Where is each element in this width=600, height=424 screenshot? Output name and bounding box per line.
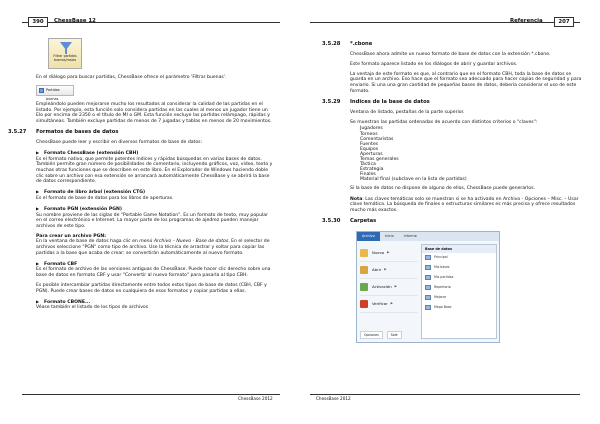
ribbon-figure bbox=[350, 229, 582, 359]
database-icon bbox=[425, 275, 431, 280]
check-icon bbox=[360, 300, 368, 308]
list-item: Aperturas bbox=[360, 151, 383, 157]
database-panel bbox=[421, 244, 497, 339]
subheading: ▶ Formato CBF bbox=[36, 260, 78, 267]
list-item: Jugadores bbox=[360, 126, 383, 132]
ribbon-footer bbox=[360, 331, 498, 340]
section-number: 3.5.30 bbox=[322, 218, 341, 225]
subheading: ▶ Formato PGN (extensión PGN) bbox=[36, 205, 122, 212]
index-keys-list bbox=[350, 126, 582, 182]
paragraph: Este formato aparece listado en los diálogos de abrir y guardar archivos. bbox=[350, 61, 518, 67]
database-icon bbox=[425, 265, 431, 270]
section-title: Indices de la base de datos bbox=[350, 99, 430, 106]
page-number: 207 bbox=[554, 17, 574, 27]
section-title: Carpetas bbox=[350, 218, 377, 225]
subheading: ▶ Formato ChessBase (extensión CBH) bbox=[36, 150, 139, 157]
key-icon bbox=[360, 283, 368, 291]
footer-text: ChessBase 2012 bbox=[316, 396, 351, 401]
database-icon bbox=[425, 305, 431, 310]
database-icon bbox=[425, 285, 431, 290]
section-heading bbox=[8, 130, 274, 136]
ribbon-tabs bbox=[357, 232, 499, 241]
section-number: 3.5.27 bbox=[8, 129, 27, 136]
right-page-body bbox=[322, 41, 582, 359]
left-page-body bbox=[8, 38, 274, 315]
footer-rule bbox=[310, 394, 580, 395]
triangle-bullet-icon: ▶ bbox=[36, 150, 40, 156]
paragraph: Ventana de listado, pestañas de la parte superior. bbox=[350, 109, 465, 115]
good-games-button-image bbox=[36, 85, 74, 102]
list-item: Equipos bbox=[360, 146, 379, 152]
section-number: 3.5.29 bbox=[322, 99, 341, 106]
panel-title: Base de datos bbox=[422, 245, 496, 253]
filter-button-image bbox=[48, 38, 82, 69]
subheading: ▶ Formato CBONE... bbox=[36, 298, 91, 305]
panel-row[interactable]: Repertorio bbox=[422, 283, 496, 293]
list-item: Finales bbox=[360, 172, 376, 178]
chevron-right-icon: ▶ bbox=[390, 301, 393, 306]
options-button[interactable]: Opciones bbox=[360, 331, 383, 339]
filter-image-caption: Filtrar partidas buenas/malas bbox=[53, 54, 77, 62]
menu-path: menú Archivo – Nuevo - Base de datos bbox=[139, 239, 229, 245]
paragraph: Es el formato de base de datos para los libros de aperturas. bbox=[36, 195, 174, 201]
paragraph: Se muestran las partidas ordenadas de acuerdo con distintos criterios o "claves": bbox=[350, 119, 538, 125]
paragraph: En el diálogo para buscar partidas, ChessBase ofrece el parámetro 'Filtrar buenas'. bbox=[36, 75, 227, 80]
running-title: Referencia bbox=[510, 18, 543, 24]
list-item: Material final (subclave en la lista de partidas) bbox=[360, 177, 467, 183]
menu-item-abrir[interactable]: Abrir ▶ bbox=[360, 262, 418, 279]
panel-row[interactable]: Mejorar bbox=[422, 293, 496, 303]
list-item: Torneos bbox=[360, 131, 378, 137]
paragraph: Es el formato nativo, que permite potentes índices y rápidas búsquedas en varias bases de datos. También permite gran número de posibilidades de comentario, incluyendo gráficos, voz, vídeo, texto y muchas otras funciones que se describen en este libro. En el Explorador de Windows haciendo doble clic sobre un archivo con esa extensión se arrancará automáticamente ChessBase y se abrirá la base de datos correspondiente. bbox=[36, 156, 273, 185]
paragraph: ChessBase puede leer y escribir en diversos formatos de base de datos: bbox=[36, 140, 203, 146]
paragraph: ChessBase ahora admite un nuevo formato de base de datos con la extensión *.cbone. bbox=[350, 51, 551, 57]
paragraph: Empleándolo pueden mejorarse mucho los resultados al considerar la calidad de las partidas en el listado. Por ejemplo, esta función solo considera partidas en las cuales al menos un jugador tiene un Elo por encima de 2350 o el título de MI o GM. Esta función excluye las partidas relámpago, rápidas y simultáneas. También excluye partidas de menos de 7 jugadas y tablas en menos de 20 movimientos. bbox=[36, 102, 272, 124]
menu-item-nuevo[interactable]: Nuevo ▶ bbox=[360, 245, 418, 262]
section-heading bbox=[322, 100, 582, 106]
footer-rule bbox=[22, 394, 280, 395]
new-icon bbox=[360, 249, 368, 257]
paragraph: Si la base de datos no dispone de alguno de ellos, ChessBase puede generarlos. bbox=[350, 186, 535, 192]
folder-icon bbox=[360, 266, 368, 274]
list-item: Fuentes bbox=[360, 141, 379, 147]
menu-item-verificar[interactable]: Verificar ▶ bbox=[360, 296, 418, 313]
panel-row[interactable]: Mega Base bbox=[422, 303, 496, 313]
running-title: ChessBase 12 bbox=[54, 18, 96, 24]
triangle-bullet-icon: ▶ bbox=[36, 205, 40, 211]
note-paragraph: Nota: Las claves temáticas solo se muestran si se ha activado en Archivo - Opciones – Misc. – Usar clave temática. La búsqueda de finales o estructuras similares es más precisa y ofrece resultados mucho más exactos. bbox=[350, 196, 579, 213]
pgn-create-label: Para crear un archivo PGN: bbox=[36, 233, 107, 239]
paragraph: En la ventana de base de datos haga clic en menú Archivo – Nuevo - Base de datos. En el selector de archivos seleccione "PGN" como tipo de archivo. Use la técnica de arrastrar y soltar para copiar las partidas a la base que acaba de crear: se convertirán automáticamente al nuevo formato. bbox=[36, 239, 270, 256]
tab-informe[interactable]: Informe bbox=[403, 233, 417, 238]
list-item: Táctica bbox=[360, 162, 376, 168]
chevron-right-icon: ▶ bbox=[387, 250, 390, 255]
section-title: *.cbone bbox=[350, 41, 373, 47]
button-image-label: Partidas buenas bbox=[46, 88, 60, 102]
exit-button[interactable]: Salir bbox=[387, 331, 402, 339]
chevron-right-icon: ▶ bbox=[394, 284, 397, 289]
footer-text: ChessBase 2012 bbox=[238, 396, 273, 401]
section-heading bbox=[322, 42, 582, 48]
tab-inicio[interactable]: Inicio bbox=[384, 233, 394, 238]
list-item: Temas generales bbox=[360, 157, 399, 162]
paragraph: Es el formato de archivo de las versiones antiguas de ChessBase. Puede hacer clic derecho sobre una base de datos en formato CBF y usar "Convertir al nuevo formato" para pasarla al tipo CBH. bbox=[36, 267, 271, 278]
triangle-bullet-icon: ▶ bbox=[36, 189, 40, 195]
page-number: 390 bbox=[28, 17, 48, 27]
paragraph: Su nombre proviene de las siglas de "Portable Game Notation". Es un formato de texto, muy popular en el correo electrónico e Internet. La mayor parte de los programas de ajedrez pueden manejar archivos de este tipo. bbox=[36, 212, 268, 229]
paragraph: Véase también el listado de los tipos de archivos bbox=[36, 305, 149, 311]
panel-row[interactable]: Principal bbox=[422, 253, 496, 263]
chevron-right-icon: ▶ bbox=[384, 267, 387, 272]
paragraph: La ventaja de este formato es que, al contrario que en el formato CBH, toda la base de datos se guarda en un archivo. Eso hace que el formato sea adecuado para hacer copias de seguridad y para enviarlo. Si una una gran cantidad de pequeñas bases de datos, debería considerar el uso de este formato. bbox=[350, 71, 582, 94]
list-item: Comentaristas bbox=[360, 136, 394, 142]
games-icon bbox=[39, 88, 44, 93]
triangle-bullet-icon: ▶ bbox=[36, 260, 40, 266]
tab-archivo[interactable]: Archivo bbox=[357, 232, 380, 241]
list-item: Estrategia bbox=[360, 167, 384, 173]
note-label: Nota bbox=[350, 196, 363, 202]
file-menu-screenshot bbox=[356, 231, 500, 343]
panel-row[interactable]: Mis partidas bbox=[422, 273, 496, 283]
section-heading bbox=[322, 219, 582, 225]
database-icon bbox=[425, 295, 431, 300]
right-page bbox=[300, 0, 600, 424]
subheading: ▶ Formato de libro árbol (extensión CTG) bbox=[36, 189, 146, 196]
file-menu-items bbox=[360, 245, 418, 313]
section-title: Formatos de bases de datos bbox=[36, 129, 119, 136]
panel-row[interactable]: Mis bases bbox=[422, 263, 496, 273]
menu-item-activacion[interactable]: Activación ▶ bbox=[360, 279, 418, 296]
paragraph: Es posible intercambiar partidas directamente entre todos estos tipos de base de datos (CBH, CBF y PGN). Puede crear bases de datos en cualquiera de esos formatos y copiar partidas a ellas. bbox=[36, 282, 267, 294]
database-icon bbox=[425, 255, 431, 260]
section-number: 3.5.28 bbox=[322, 41, 341, 47]
triangle-bullet-icon: ▶ bbox=[36, 298, 40, 304]
